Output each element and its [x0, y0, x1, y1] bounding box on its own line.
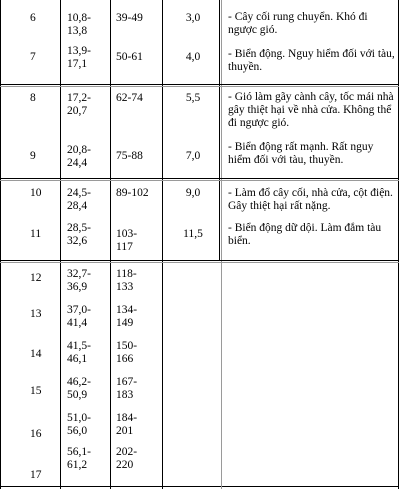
wind-level: 7 — [30, 51, 36, 63]
row-group-divider-1-shadow — [0, 86, 399, 87]
col-divider-1 — [60, 0, 61, 489]
wind-speed-ms: 37,0- 41,4 — [67, 304, 91, 329]
wind-level: 11 — [30, 228, 42, 240]
wind-speed-kmh: 103- 117 — [116, 228, 138, 253]
wave-height: 3,0 — [185, 12, 201, 24]
row-group-divider-2 — [0, 178, 399, 179]
wind-speed-kmh: 75-88 — [116, 150, 143, 162]
wind-speed-kmh: 134- 149 — [116, 304, 138, 329]
wind-level: 12 — [30, 272, 42, 284]
wave-height: 5,5 — [185, 92, 201, 104]
wind-speed-ms: 17,2- 20,7 — [67, 92, 91, 117]
description-10: - Làm đổ cây cối, nhà cửa, cột điện. Gây thiệt hại rất nặng. — [228, 187, 393, 212]
wind-level: 13 — [30, 308, 42, 320]
wind-level: 10 — [30, 187, 42, 199]
description-7: - Biển động. Nguy hiểm đối với tàu, thuyền. — [228, 48, 395, 73]
wind-level: 9 — [30, 150, 36, 162]
wind-speed-ms: 10,8- 13,8 — [67, 12, 91, 37]
description-8: - Gió làm gãy cành cây, tốc mái nhà gây thiệt hại về nhà cửa. Không thể đi ngược gió. — [228, 91, 394, 129]
col-divider-4 — [219, 0, 220, 260]
wind-speed-kmh: 39-49 — [116, 12, 143, 24]
description-11: - Biển động dữ dội. Làm đắm tàu biển. — [228, 222, 382, 247]
col-divider-4-shadow — [221, 0, 222, 489]
wind-speed-ms: 32,7- 36,9 — [67, 268, 91, 293]
wind-level: 8 — [30, 92, 36, 104]
wind-level: 15 — [30, 385, 42, 397]
wind-speed-kmh: 50-61 — [116, 51, 143, 63]
wind-speed-ms: 56,1- 61,2 — [67, 446, 91, 471]
wind-level: 17 — [30, 469, 42, 481]
wind-speed-ms: 24,5- 28,4 — [67, 187, 91, 212]
row-group-divider-1 — [0, 84, 399, 85]
wind-speed-kmh: 184- 201 — [116, 412, 138, 437]
wind-speed-kmh: 118- 133 — [116, 268, 137, 293]
wind-level: 6 — [30, 12, 36, 24]
wind-level: 16 — [30, 428, 42, 440]
wind-speed-kmh: 62-74 — [116, 92, 143, 104]
wind-level: 14 — [30, 348, 42, 360]
wind-speed-ms: 20,8- 24,4 — [67, 144, 91, 169]
wind-speed-kmh: 150- 166 — [116, 340, 138, 365]
wind-speed-ms: 28,5- 32,6 — [67, 222, 91, 247]
wind-speed-kmh: 202- 220 — [116, 446, 138, 471]
wind-speed-ms: 46,2- 50,9 — [67, 376, 91, 401]
wave-height: 4,0 — [185, 51, 201, 63]
col-divider-2 — [110, 0, 111, 489]
description-9: - Biển động rất mạnh. Rất nguy hiểm đối với tàu, thuyền. — [228, 141, 374, 166]
row-group-divider-3 — [0, 260, 399, 261]
wave-height: 9,0 — [185, 187, 201, 199]
wind-speed-ms: 51,0- 56,0 — [67, 412, 91, 437]
table-right-border — [398, 0, 399, 489]
wave-height: 7,0 — [185, 150, 201, 162]
description-6: - Cây cối rung chuyển. Khó đi ngược gió. — [228, 11, 368, 36]
wave-height: 11,5 — [183, 228, 203, 240]
wind-speed-ms: 13,9- 17,1 — [67, 45, 91, 70]
row-group-divider-2-shadow — [0, 180, 399, 181]
wind-speed-ms: 41,5- 46,1 — [67, 340, 91, 365]
wind-speed-kmh: 89-102 — [116, 187, 149, 199]
row-group-divider-3-shadow — [0, 262, 399, 263]
col-divider-3 — [162, 0, 163, 489]
wind-speed-kmh: 167- 183 — [116, 376, 138, 401]
table-left-border — [0, 0, 1, 489]
